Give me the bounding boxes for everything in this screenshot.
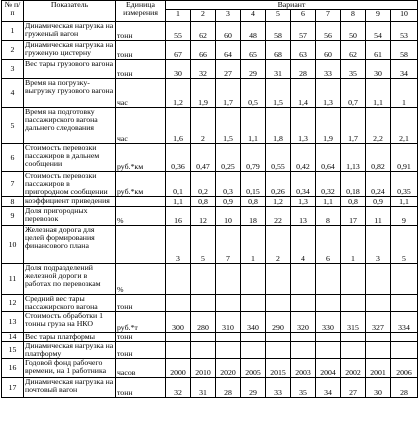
indicator-cell: Годовой фонд рабочего времени, на 1 работника — [24, 359, 116, 378]
value-cell: 0,42 — [291, 144, 316, 172]
value-cell: 33 — [266, 378, 291, 398]
value-cell: 1,1 — [316, 197, 341, 207]
variants-table — [1, 0, 418, 398]
value-cell — [216, 295, 241, 312]
table-row — [2, 197, 418, 207]
row-number: 14 — [2, 333, 24, 342]
indicator-cell: Динамическая нагрузка на почтовый вагон — [24, 378, 116, 398]
unit-cell: тонн — [116, 60, 166, 79]
value-cell — [241, 295, 266, 312]
table-row — [2, 22, 418, 41]
value-cell — [291, 333, 316, 342]
value-cell: 65 — [241, 41, 266, 60]
value-cell — [391, 342, 418, 359]
value-cell: 28 — [216, 378, 241, 398]
value-cell: 55 — [166, 22, 191, 41]
header-variant-number: 4 — [241, 10, 266, 22]
value-cell: 1,5 — [266, 79, 291, 108]
value-cell: 0,26 — [266, 172, 291, 197]
value-cell: 2,2 — [366, 108, 391, 144]
unit-cell: час — [116, 79, 166, 108]
value-cell — [341, 333, 366, 342]
unit-cell: руб.*км — [116, 144, 166, 172]
table-row — [2, 79, 418, 108]
value-cell — [216, 264, 241, 295]
row-number: 6 — [2, 144, 24, 172]
value-cell: 327 — [366, 312, 391, 333]
value-cell: 8 — [316, 207, 341, 226]
value-cell — [241, 264, 266, 295]
value-cell — [316, 295, 341, 312]
value-cell: 2000 — [166, 359, 191, 378]
indicator-cell: коэффициент приведения — [24, 197, 116, 207]
value-cell: 1,2 — [266, 197, 291, 207]
value-cell: 1,4 — [291, 79, 316, 108]
value-cell: 0,24 — [366, 172, 391, 197]
row-number: 4 — [2, 79, 24, 108]
indicator-cell: Время на подготовку пассажирского вагона дальнего следования — [24, 108, 116, 144]
value-cell: 7 — [216, 226, 241, 264]
value-cell: 0,15 — [241, 172, 266, 197]
value-cell: 0,36 — [166, 144, 191, 172]
value-cell: 2 — [266, 226, 291, 264]
row-number: 11 — [2, 264, 24, 295]
value-cell: 0,32 — [316, 172, 341, 197]
value-cell: 61 — [366, 41, 391, 60]
row-number: 9 — [2, 207, 24, 226]
value-cell: 48 — [241, 22, 266, 41]
table-row — [2, 378, 418, 398]
table-row — [2, 226, 418, 264]
value-cell: 2006 — [391, 359, 418, 378]
value-cell — [166, 333, 191, 342]
value-cell: 1 — [241, 226, 266, 264]
value-cell — [191, 264, 216, 295]
value-cell: 9 — [391, 207, 418, 226]
value-cell: 300 — [166, 312, 191, 333]
value-cell: 58 — [391, 41, 418, 60]
value-cell: 62 — [191, 22, 216, 41]
header-unit: Единица измерения — [116, 1, 166, 22]
value-cell: 12 — [191, 207, 216, 226]
value-cell: 0,8 — [341, 197, 366, 207]
value-cell: 2 — [191, 108, 216, 144]
value-cell: 33 — [316, 60, 341, 79]
row-number: 10 — [2, 226, 24, 264]
value-cell — [241, 333, 266, 342]
value-cell: 0,8 — [191, 197, 216, 207]
header-variant-number: 9 — [366, 10, 391, 22]
value-cell: 57 — [291, 22, 316, 41]
row-number: 8 — [2, 197, 24, 207]
value-cell: 315 — [341, 312, 366, 333]
value-cell: 1,2 — [166, 79, 191, 108]
header-variant-number: 5 — [266, 10, 291, 22]
table-row — [2, 41, 418, 60]
value-cell: 31 — [266, 60, 291, 79]
value-cell: 0,5 — [241, 79, 266, 108]
value-cell: 0,47 — [191, 144, 216, 172]
value-cell — [191, 342, 216, 359]
value-cell — [366, 342, 391, 359]
value-cell: 16 — [166, 207, 191, 226]
value-cell: 32 — [191, 60, 216, 79]
table-row — [2, 144, 418, 172]
value-cell — [191, 295, 216, 312]
row-number: 7 — [2, 172, 24, 197]
value-cell: 4 — [291, 226, 316, 264]
value-cell: 0,9 — [216, 197, 241, 207]
value-cell: 28 — [291, 60, 316, 79]
value-cell: 27 — [341, 378, 366, 398]
value-cell: 58 — [266, 22, 291, 41]
table-row — [2, 333, 418, 342]
value-cell — [266, 342, 291, 359]
value-cell: 2015 — [266, 359, 291, 378]
value-cell: 330 — [316, 312, 341, 333]
indicator-cell: Доля подразделений железной дороги в работах по перевозкам — [24, 264, 116, 295]
value-cell: 1,5 — [216, 108, 241, 144]
value-cell — [266, 264, 291, 295]
header-variant-number: 6 — [291, 10, 316, 22]
value-cell: 2002 — [341, 359, 366, 378]
value-cell: 0,8 — [241, 197, 266, 207]
value-cell — [291, 295, 316, 312]
value-cell: 0,79 — [241, 144, 266, 172]
value-cell: 1,7 — [341, 108, 366, 144]
table-row — [2, 312, 418, 333]
table-row — [2, 359, 418, 378]
header-variant: Вариант — [166, 1, 418, 10]
value-cell — [341, 342, 366, 359]
value-cell: 0,55 — [266, 144, 291, 172]
indicator-cell: Вес тары грузового вагона — [24, 60, 116, 79]
table-row — [2, 207, 418, 226]
value-cell: 2020 — [216, 359, 241, 378]
value-cell: 2005 — [241, 359, 266, 378]
value-cell — [266, 333, 291, 342]
value-cell: 66 — [191, 41, 216, 60]
indicator-cell: Стоимость перевозки пассажиров в дальнем сообщении — [24, 144, 116, 172]
value-cell — [366, 333, 391, 342]
value-cell: 31 — [191, 378, 216, 398]
value-cell: 0,35 — [391, 172, 418, 197]
value-cell: 334 — [391, 312, 418, 333]
row-number: 3 — [2, 60, 24, 79]
value-cell: 50 — [341, 22, 366, 41]
indicator-cell: Доля пригородных перевозок — [24, 207, 116, 226]
value-cell: 1,1 — [166, 197, 191, 207]
unit-cell: тонн — [116, 378, 166, 398]
value-cell: 1,3 — [291, 108, 316, 144]
value-cell: 1,1 — [241, 108, 266, 144]
value-cell — [291, 264, 316, 295]
indicator-cell: Средний вес тары пассажирского вагона — [24, 295, 116, 312]
table-row — [2, 60, 418, 79]
unit-cell — [116, 226, 166, 264]
unit-cell: тонн — [116, 22, 166, 41]
value-cell: 3 — [366, 226, 391, 264]
value-cell: 2001 — [366, 359, 391, 378]
value-cell: 17 — [341, 207, 366, 226]
value-cell: 27 — [216, 60, 241, 79]
indicator-cell: Динамическая нагрузка на платформу — [24, 342, 116, 359]
value-cell — [316, 342, 341, 359]
value-cell: 1,1 — [366, 79, 391, 108]
value-cell: 30 — [166, 60, 191, 79]
value-cell: 5 — [391, 226, 418, 264]
value-cell — [391, 295, 418, 312]
value-cell: 0,2 — [191, 172, 216, 197]
value-cell: 13 — [291, 207, 316, 226]
header-variant-number: 8 — [341, 10, 366, 22]
value-cell: 6 — [316, 226, 341, 264]
row-number: 16 — [2, 359, 24, 378]
header-num: № п/п — [2, 1, 24, 22]
unit-cell: тонн — [116, 41, 166, 60]
value-cell: 29 — [241, 60, 266, 79]
value-cell — [316, 264, 341, 295]
value-cell: 11 — [366, 207, 391, 226]
value-cell — [266, 295, 291, 312]
unit-cell: тонн — [116, 342, 166, 359]
indicator-cell: Вес тары платформы — [24, 333, 116, 342]
indicator-cell: Железная дорога для целей формирования финансового плана — [24, 226, 116, 264]
value-cell: 2010 — [191, 359, 216, 378]
value-cell: 60 — [316, 41, 341, 60]
value-cell — [316, 333, 341, 342]
value-cell: 0,91 — [391, 144, 418, 172]
value-cell: 28 — [391, 378, 418, 398]
value-cell: 34 — [316, 378, 341, 398]
value-cell: 2,1 — [391, 108, 418, 144]
value-cell: 340 — [241, 312, 266, 333]
value-cell: 1 — [341, 226, 366, 264]
value-cell: 1,9 — [191, 79, 216, 108]
header-variant-number: 7 — [316, 10, 341, 22]
value-cell: 0,25 — [216, 144, 241, 172]
value-cell: 0,34 — [291, 172, 316, 197]
value-cell: 0,82 — [366, 144, 391, 172]
value-cell: 1,6 — [166, 108, 191, 144]
header-variant-number: 10 — [391, 10, 418, 22]
indicator-cell: Динамическая нагрузка на груженый вагон — [24, 22, 116, 41]
indicator-cell: Стоимость перевозки пассажиров в пригородном сообщении — [24, 172, 116, 197]
unit-cell: руб.*км — [116, 172, 166, 197]
header-variant-number: 1 — [166, 10, 191, 22]
value-cell: 2004 — [316, 359, 341, 378]
value-cell: 56 — [316, 22, 341, 41]
value-cell: 0,1 — [166, 172, 191, 197]
value-cell: 1,9 — [316, 108, 341, 144]
value-cell: 0,64 — [316, 144, 341, 172]
table-row — [2, 108, 418, 144]
header-indicator: Показатель — [24, 1, 116, 22]
indicator-cell: Динамическая нагрузка на груженую цистерну — [24, 41, 116, 60]
value-cell: 1,8 — [266, 108, 291, 144]
row-number: 1 — [2, 22, 24, 41]
value-cell — [341, 295, 366, 312]
value-cell: 10 — [216, 207, 241, 226]
value-cell — [166, 264, 191, 295]
value-cell: 22 — [266, 207, 291, 226]
value-cell — [341, 264, 366, 295]
value-cell — [166, 342, 191, 359]
value-cell: 0,3 — [216, 172, 241, 197]
indicator-cell: Время на погрузку-выгрузку грузового вагона — [24, 79, 116, 108]
value-cell: 290 — [266, 312, 291, 333]
row-number: 17 — [2, 378, 24, 398]
value-cell — [291, 342, 316, 359]
value-cell: 30 — [366, 378, 391, 398]
unit-cell — [116, 197, 166, 207]
unit-cell: тонн — [116, 295, 166, 312]
table-row — [2, 172, 418, 197]
value-cell — [391, 333, 418, 342]
value-cell: 64 — [216, 41, 241, 60]
value-cell: 310 — [216, 312, 241, 333]
value-cell — [216, 342, 241, 359]
value-cell: 320 — [291, 312, 316, 333]
value-cell: 5 — [191, 226, 216, 264]
row-number: 13 — [2, 312, 24, 333]
value-cell: 32 — [166, 378, 191, 398]
row-number: 5 — [2, 108, 24, 144]
value-cell: 35 — [291, 378, 316, 398]
value-cell: 1,3 — [316, 79, 341, 108]
value-cell: 54 — [366, 22, 391, 41]
value-cell: 63 — [291, 41, 316, 60]
unit-cell: руб.*т — [116, 312, 166, 333]
unit-cell: часов — [116, 359, 166, 378]
header-variant-number: 2 — [191, 10, 216, 22]
variants-table-sheet — [1, 0, 417, 430]
value-cell — [166, 295, 191, 312]
row-number: 2 — [2, 41, 24, 60]
value-cell: 35 — [341, 60, 366, 79]
row-number: 12 — [2, 295, 24, 312]
value-cell: 1,7 — [216, 79, 241, 108]
unit-cell: % — [116, 264, 166, 295]
value-cell — [191, 333, 216, 342]
value-cell — [216, 333, 241, 342]
table-row — [2, 295, 418, 312]
value-cell: 0,18 — [341, 172, 366, 197]
table-row — [2, 264, 418, 295]
value-cell: 280 — [191, 312, 216, 333]
value-cell: 1,13 — [341, 144, 366, 172]
table-row — [2, 342, 418, 359]
value-cell: 1,3 — [291, 197, 316, 207]
value-cell — [241, 342, 266, 359]
value-cell — [391, 264, 418, 295]
unit-cell: час — [116, 108, 166, 144]
value-cell — [366, 264, 391, 295]
value-cell: 30 — [366, 60, 391, 79]
header-variant-number: 3 — [216, 10, 241, 22]
value-cell: 18 — [241, 207, 266, 226]
value-cell: 2003 — [291, 359, 316, 378]
indicator-cell: Стоимость обработки 1 тонны груза на НКО — [24, 312, 116, 333]
value-cell: 67 — [166, 41, 191, 60]
unit-cell: тонн — [116, 333, 166, 342]
value-cell: 29 — [241, 378, 266, 398]
value-cell: 0,9 — [366, 197, 391, 207]
value-cell: 0,7 — [341, 79, 366, 108]
value-cell: 62 — [341, 41, 366, 60]
value-cell: 68 — [266, 41, 291, 60]
value-cell: 53 — [391, 22, 418, 41]
value-cell: 60 — [216, 22, 241, 41]
value-cell — [366, 295, 391, 312]
value-cell: 3 — [166, 226, 191, 264]
value-cell: 1 — [391, 79, 418, 108]
value-cell: 1,1 — [391, 197, 418, 207]
unit-cell: % — [116, 207, 166, 226]
row-number: 15 — [2, 342, 24, 359]
value-cell: 34 — [391, 60, 418, 79]
